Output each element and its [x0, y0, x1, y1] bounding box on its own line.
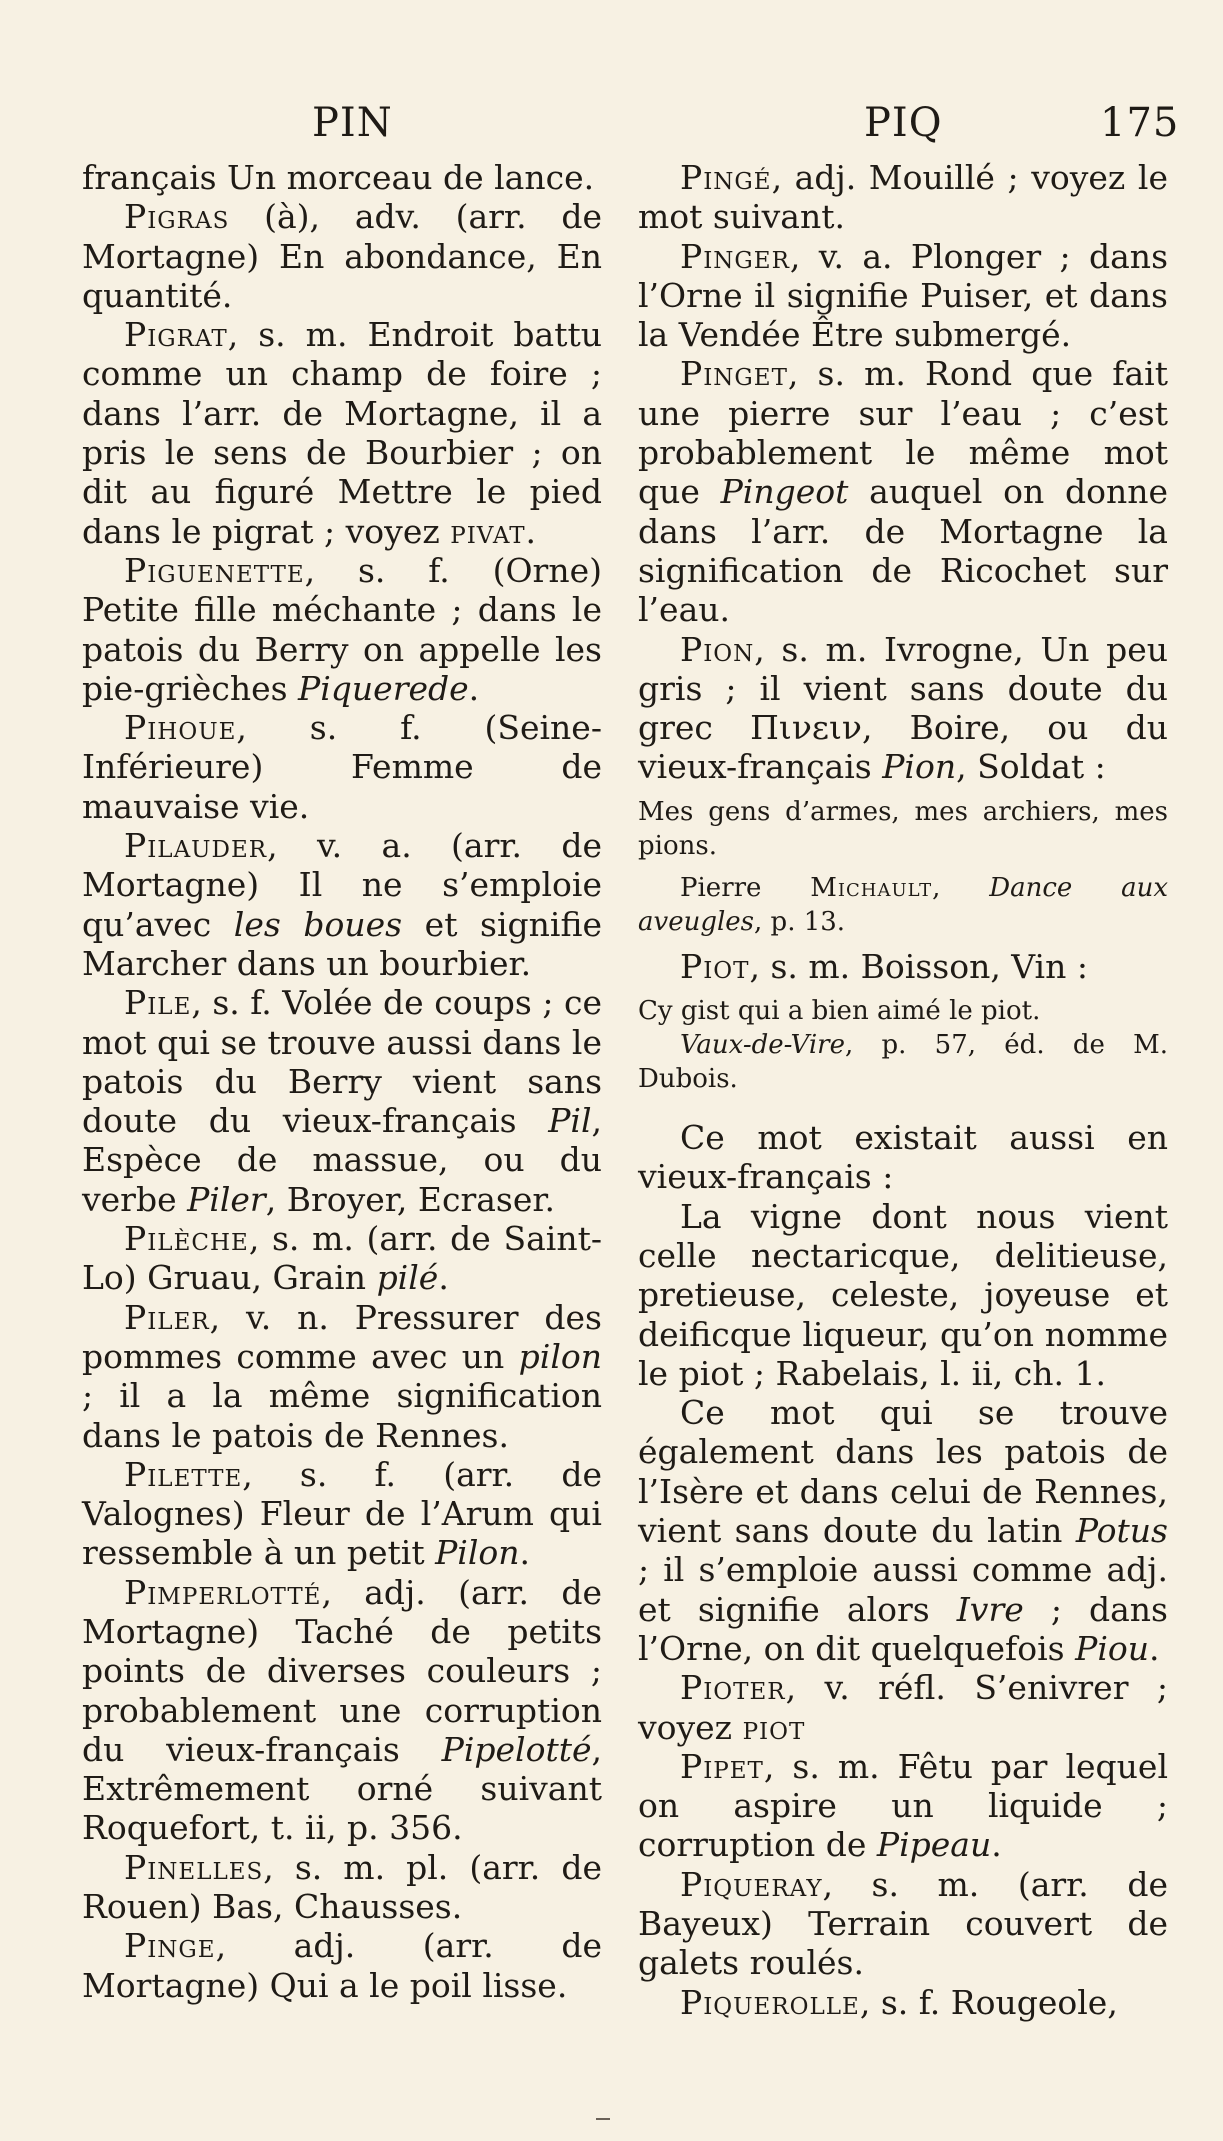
cross-reference: pivat: [450, 511, 526, 551]
entry-continuation: français Un morceau de lance.: [82, 158, 595, 197]
headword: Pimperlotté: [124, 1572, 322, 1612]
entry-pigras: Pigras (à), adv. (arr. de Mortagne) En abondance, En quantité.: [82, 197, 602, 315]
entry-pioter: Pioter, v. réfl. S’enivrer ; voyez piot: [638, 1668, 1168, 1747]
entry-pilette: Pilette, s. f. (arr. de Valognes) Fleur de l’Arum qui ressemble à un petit Pilon.: [82, 1454, 602, 1573]
headword: Piler: [124, 1297, 210, 1337]
entry-pinger: Pinger, v. a. Plonger ; dans l’Orne il signifie Puiser, et dans la Vendée Être submergé.: [638, 236, 1168, 355]
entry-pinelles: Pinelles, s. m. pl. (arr. de Rouen) Bas, Chausses.: [82, 1847, 602, 1927]
quotation-pion: Mes gens d’armes, mes archiers, mes pions.: [638, 796, 1168, 861]
entry-piot: Piot, s. m. Boisson, Vin :: [680, 946, 1088, 986]
headword: Pilette: [124, 1454, 243, 1494]
entry-piler: Piler, v. n. Pressurer des pommes comme avec un pilon ; il a la même signification dans le patois de Rennes.: [82, 1297, 602, 1455]
entry-pinge-mouille: Pingé, adj. Mouillé ; voyez le mot suivant.: [638, 158, 1168, 237]
entry-piquerolle: Piquerolle, s. f. Rougeole,: [680, 1982, 1118, 2022]
page-number: 175: [1100, 100, 1180, 146]
citation-pion: Pierre Michault, Dance aux aveugles, p. 13.: [638, 872, 1169, 937]
entry-piguenette: Piguenette, s. f. (Orne) Petite fille méchante ; dans le patois du Berry on appelle les pie-grièches Piquerede.: [82, 550, 602, 708]
headword: Pinge: [124, 1926, 216, 1966]
entry-pinge: Pinge, adj. (arr. de Mortagne) Qui a le poil lisse.: [82, 1926, 602, 2005]
quotation-piot: Cy gist qui a bien aimé le piot.: [638, 996, 1041, 1027]
headword: Pilauder: [124, 826, 268, 866]
left-column: [82, 158, 602, 2005]
piot-paragraph-2: La vigne dont nous vient celle nectaricque, delitieuse, pretieuse, celeste, joyeuse et deificque liqueur, qu’on nomme le piot ; Rabelais, l. ii, ch. 1.: [638, 1196, 1168, 1393]
headword: Piqueray: [680, 1864, 823, 1904]
headword: Piquerolle: [680, 1982, 860, 2022]
header-left: PIN: [312, 100, 393, 146]
headword: Pilèche: [124, 1219, 249, 1259]
headword: Pinger: [680, 236, 790, 276]
entry-pimperlotte: Pimperlotté, adj. (arr. de Mortagne) Taché de petits points de diverses couleurs ; probablement une corruption du vieux-français Pipelotté, Extrêmement orné suivant Roquefort, t. ii, p. 356.: [82, 1572, 602, 1848]
headword: Pihoue: [124, 708, 237, 748]
entry-pinget: Pinget, s. m. Rond que fait une pierre sur l’eau ; c’est probablement le même mot que Pingeot auquel on donne dans l’arr. de Mortagne la signification de Ricochet sur l’eau.: [638, 354, 1168, 630]
headword: Pioter: [680, 1668, 786, 1708]
headword: Pingé: [680, 158, 772, 197]
entry-pigrat: Pigrat, s. m. Endroit battu comme un champ de foire ; dans l’arr. de Mortagne, il a pris le sens de Bourbier ; on dit au figuré Mettre le pied dans le pigrat ; voyez pivat.: [82, 315, 602, 551]
greek-word: Πινειν: [750, 708, 862, 748]
entry-pilauder: Pilauder, v. a. (arr. de Mortagne) Il ne s’emploie qu’avec les boues et signifie Marcher dans un bourbier.: [82, 826, 603, 983]
headword: Pigras: [124, 197, 230, 237]
right-column: [638, 158, 1168, 2022]
entry-pion: Pion, s. m. Ivrogne, Un peu gris ; il vient sans doute du grec Πινειν, Boire, ou du vieux-français Pion, Soldat :: [638, 629, 1168, 787]
headword: Pion: [680, 629, 755, 669]
citation-piot: Vaux-de-Vire, p. 57, éd. de M. Dubois.: [638, 1030, 1168, 1095]
entry-pipet: Pipet, s. m. Fêtu par lequel on aspire un liquide ; corruption de Pipeau.: [638, 1746, 1168, 1865]
header-right: PIQ: [864, 100, 943, 146]
headword: Pigrat: [124, 315, 228, 355]
bottom-mark: [596, 2118, 610, 2120]
headword: Pile: [124, 983, 192, 1023]
headword: Piot: [680, 946, 750, 986]
cross-reference: piot: [742, 1707, 806, 1747]
entry-pileche: Pilèche, s. m. (arr. de Saint-Lo) Gruau, Grain pilé.: [82, 1219, 602, 1298]
entry-piqueray: Piqueray, s. m. (arr. de Bayeux) Terrain couvert de galets roulés.: [638, 1864, 1168, 1983]
headword: Pinget: [680, 354, 788, 394]
piot-paragraph-1: Ce mot existait aussi en vieux-français :: [638, 1118, 1168, 1197]
headword: Piguenette: [124, 550, 305, 590]
entry-pile: Pile, s. f. Volée de coups ; ce mot qui se trouve aussi dans le patois du Berry vient sans doute du vieux-français Pil, Espèce de massue, ou du verbe Piler, Broyer, Ecraser.: [82, 983, 602, 1219]
entry-pihoue: Pihoue, s. f. (Seine-Inférieure) Femme de mauvaise vie.: [82, 708, 602, 826]
headword: Pinelles: [124, 1847, 264, 1887]
headword: Pipet: [680, 1746, 764, 1786]
piot-paragraph-3: Ce mot qui se trouve également dans les patois de l’Isère et dans celui de Rennes, vient sans doute du latin Potus ; il s’emploie aussi comme adj. et signifie alors Ivre ; dans l’Orne, on dit quelquefois Piou.: [638, 1393, 1168, 1668]
running-header: [0, 100, 1223, 160]
